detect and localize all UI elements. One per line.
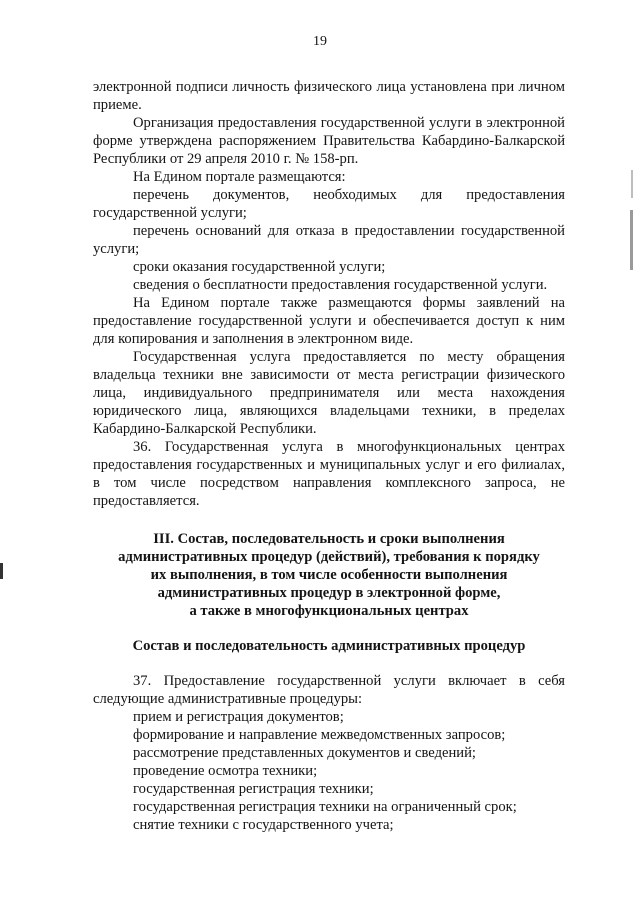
paragraph: Государственная услуга предоставляется по месту обращения владельца техники вне зависимости от места регистрации физического лица, индивидуального предпринимателя или места нахождения юридического лица, являющихся владельцами техники, в пределах Кабардино-Балкарской Республики.	[93, 349, 565, 437]
page-number: 19	[313, 34, 327, 49]
paragraph: электронной подписи личность физического лица установлена при личном приеме.	[93, 79, 565, 113]
section-heading-line: а также в многофункциональных центрах	[189, 603, 469, 619]
scan-edge-mark	[631, 170, 633, 198]
section-heading-line: их выполнения, в том числе особенности выполнения	[150, 567, 508, 583]
list-item: формирование и направление межведомственных запросов;	[133, 727, 506, 743]
paragraph: 36. Государственная услуга в многофункциональных центрах предоставления государственных и муниципальных услуг и его филиалах, в том числе посредством направления комплексного запроса, не предоставляется.	[93, 439, 565, 509]
procedure-list	[93, 708, 565, 834]
scan-edge-mark	[630, 210, 633, 270]
section-heading-line: административных процедур (действий), требования к порядку	[118, 549, 540, 565]
paragraph: На Едином портале размещаются:	[133, 169, 346, 185]
list-item: государственная регистрация техники на ограниченный срок;	[133, 799, 517, 815]
subsection-heading: Состав и последовательность административных процедур	[132, 638, 526, 654]
list-item: снятие техники с государственного учета;	[133, 817, 394, 833]
list-item: государственная регистрация техники;	[133, 781, 374, 797]
list-item: проведение осмотра техники;	[133, 763, 318, 779]
section-heading	[93, 530, 565, 620]
list-item: рассмотрение представленных документов и сведений;	[133, 745, 476, 761]
list-item: перечень оснований для отказа в предоставлении государственной услуги;	[93, 223, 565, 257]
section-heading-line: III. Состав, последовательность и сроки выполнения	[153, 531, 505, 547]
section-heading-line: административных процедур в электронной форме,	[157, 585, 501, 601]
list-item: перечень документов, необходимых для предоставления государственной услуги;	[93, 187, 565, 221]
list-item: прием и регистрация документов;	[133, 709, 344, 725]
list-item: сроки оказания государственной услуги;	[133, 259, 386, 275]
document-body	[93, 78, 565, 834]
paragraph: На Едином портале также размещаются формы заявлений на предоставление государственной услуги и обеспечивается доступ к ним для копирования и заполнения в электронном виде.	[93, 295, 565, 347]
paragraph: 37. Предоставление государственной услуги включает в себя следующие административные процедуры:	[93, 673, 565, 707]
paragraph: Организация предоставления государственной услуги в электронной форме утверждена распоряжением Правительства Кабардино-Балкарской Республики от 29 апреля 2010 г. № 158-рп.	[93, 115, 565, 167]
list-item: сведения о бесплатности предоставления государственной услуги.	[133, 277, 548, 293]
scan-edge-mark	[0, 563, 3, 579]
